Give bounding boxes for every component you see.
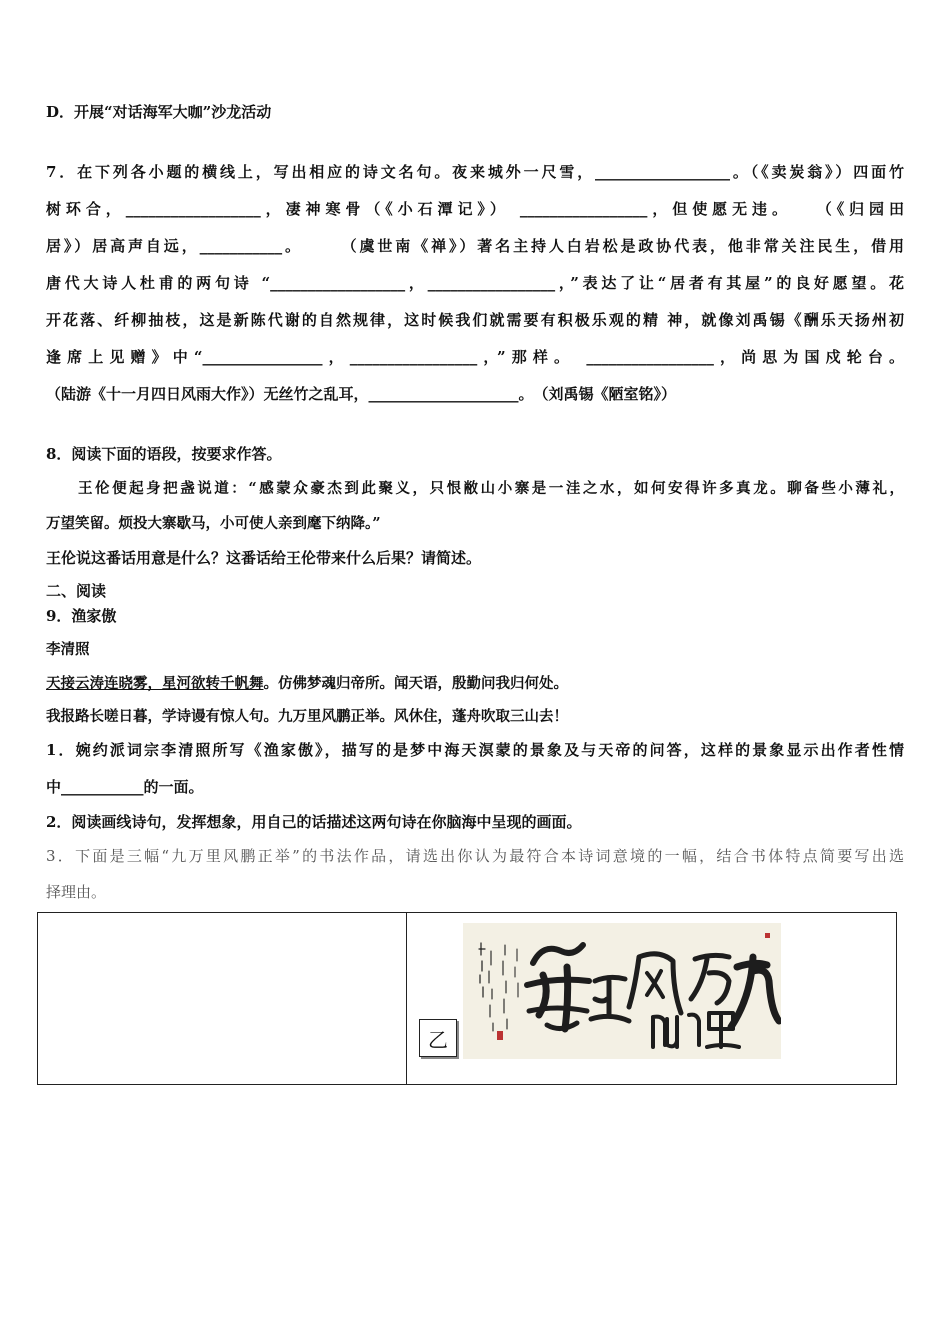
- calligraphy-artwork: [463, 923, 781, 1059]
- question-9-title: 9．渔家傲: [46, 607, 117, 625]
- subquestion-1-line-2: 中___________的一面。: [46, 778, 204, 796]
- question-7-line-3: 居》）居高声自远，___________。 （虞世南《禅》）著名主持人白岩松是政协代表，他非常关注民生，借用: [46, 237, 904, 255]
- poem-line-2: 我报路长嗟日暮，学诗谩有惊人句。九万里风鹏正举。风休住，蓬舟吹取三山去！: [46, 708, 568, 725]
- subquestion-2: 2．阅读画线诗句，发挥想象，用自己的话描述这两句诗在你脑海中呈现的画面。: [46, 813, 582, 831]
- question-7-line-4: 唐代大诗人杜甫的两句诗 “__________________，_________________，”表达了让“居者有其屋”的良好愿望。花: [46, 274, 904, 292]
- question-7-line-1: 7．在下列各小题的横线上，写出相应的诗文名句。夜来城外一尺雪，__________________。（《卖炭翁》）四面竹: [46, 163, 904, 181]
- question-8-quote-line-2: 万望笑留。烦投大寨歇马，小可使人亲到麾下纳降。”: [46, 515, 381, 532]
- subquestion-3-line-1: 3．下面是三幅“九万里风鹏正举”的书法作品，请选出你认为最符合本诗词意境的一幅，结合书体特点简要写出选: [46, 847, 904, 865]
- question-8-ask: 王伦说这番话用意是什么？这番话给王伦带来什么后果？请简述。: [46, 549, 482, 567]
- calligraphy-image: [463, 923, 781, 1059]
- calligraphy-cell: [407, 913, 897, 1085]
- question-8-quote-line-1: 王伦便起身把盏说道：“感蒙众豪杰到此聚义，只恨敝山小寨是一洼之水，如何安得许多真龙。聊备些小薄礼，: [78, 480, 904, 497]
- section-2-heading: 二、阅读: [46, 582, 107, 600]
- figure-label: 乙: [419, 1019, 457, 1057]
- question-7-line-2: 树环合，__________________，凄神寒骨（《小石潭记》） _________________，但使愿无违。 （《归园田: [46, 200, 904, 218]
- poem-author: 李清照: [46, 641, 90, 658]
- calligraphy-table: [37, 912, 897, 1085]
- question-8: 8．阅读下面的语段，按要求作答。: [46, 445, 282, 463]
- poem-line-1: [46, 674, 568, 694]
- poem-line-1-rest: 。仿佛梦魂归帝所。闻天语，殷勤问我归何处。: [263, 675, 568, 692]
- empty-cell: [38, 913, 407, 1085]
- question-7-line-6: 逢席上见赠》中“________________，_________________，”那样。 _________________，尚思为国戍轮台。: [46, 348, 904, 366]
- subquestion-1-line-1: 1．婉约派词宗李清照所写《渔家傲》，描写的是梦中海天溟蒙的景象及与天帝的问答，这样的景象显示出作者性情: [46, 741, 904, 759]
- question-7-line-7: （陆游《十一月四日风雨大作》）无丝竹之乱耳，____________________。 （刘禹锡《陋室铭》）: [46, 385, 677, 403]
- subquestion-3-line-2: 择理由。: [46, 883, 107, 901]
- option-d: D．开展“对话海军大咖”沙龙活动: [46, 103, 272, 121]
- question-7-line-5: 开花落、纤柳抽枝，这是新陈代谢的自然规律，这时候我们就需要有积极乐观的精 神，就像刘禹锡《酬乐天扬州初: [46, 311, 904, 329]
- poem-line-1-underlined: 天接云涛连晓雾，星河欲转千帆舞: [46, 675, 264, 692]
